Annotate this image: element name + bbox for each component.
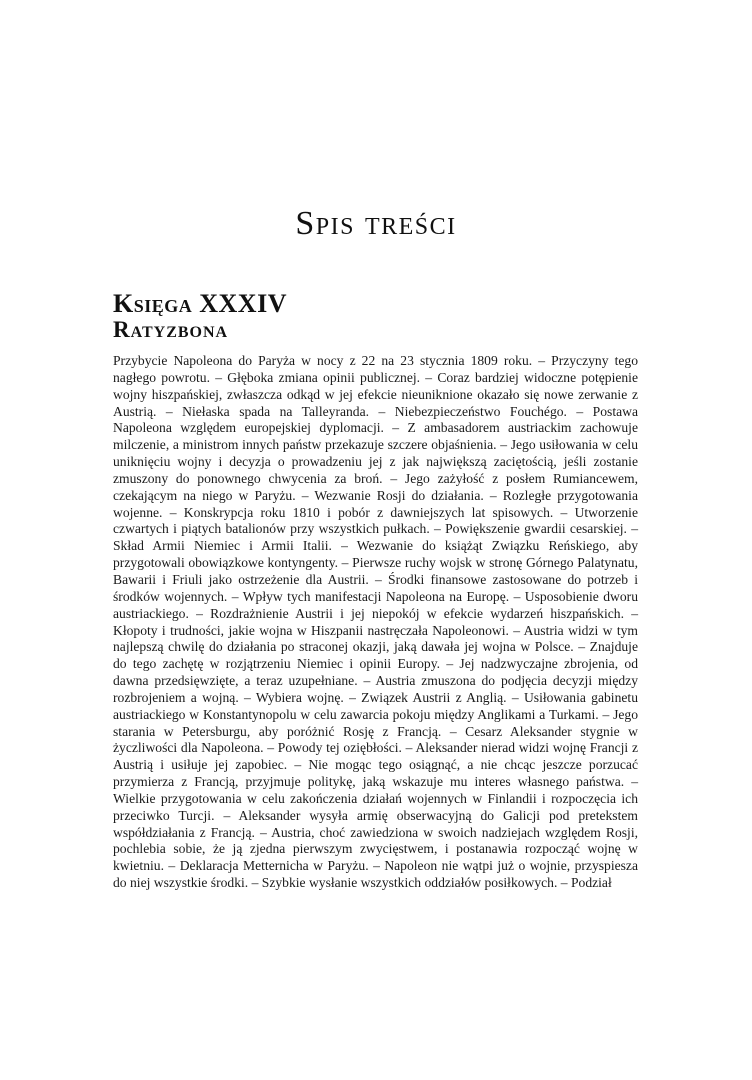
page-title: Spis treści: [295, 205, 457, 242]
book-heading: [113, 291, 633, 343]
book-name: Ratyzbona: [113, 317, 229, 342]
book-summary: Przybycie Napoleona do Paryża w nocy z 22 na 23 stycznia 1809 roku. – Przyczyny tego nagłego powrotu. – Głęboka zmiana opinii publicznej. – Coraz bardziej widoczne potępienie wojny hiszpańskiej, zwłaszcza odkąd w jej efekcie nieuniknione okazało się nowe zerwanie z Austrią. – Niełaska spada na Talleyranda. – Niebezpieczeństwo Fouchégo. – Postawa Napoleona względem europejskiej dyplomacji. – Z ambasadorem austriackim zachowuje milczenie, a ministrom innych państw przekazuje szczere objaśnienia. – Jego usiłowania w celu uniknięciu wojny i decyzja o prowadzeniu jej z jak największą zaciętością, jeśli zostanie zmuszony do ponownego chwycenia za broń. – Jego zażyłość z posłem Rumiancewem, czekającym na niego w Paryżu. – Wezwanie Rosji do działania. – Rozległe przygotowania wojenne. – Konskrypcja roku 1810 i pobór z dawniejszych lat spisowych. – Utworzenie czwartych i piątych batalionów przy wszystkich pułkach. – Powiększenie gwardii cesarskiej. – Skład Armii Niemiec i Armii Italii. – Wezwanie do książąt Związku Reńskiego, aby przygotowali obowiązkowe kontyngenty. – Pierwsze ruchy wojsk w stronę Górnego Palatynatu, Bawarii i Friuli jako ostrzeżenie dla Austrii. – Środki finansowe zastosowane do potrzeb i środków wojennych. – Wpływ tych manifestacji Napoleona na Europę. – Usposobienie dworu austriackiego. – Rozdrażnienie Austrii i jej niepokój w efekcie wydarzeń hiszpańskich. – Kłopoty i trudności, jakie wojna w Hiszpanii nastręczała Napoleonowi. – Austria widzi w tym najlepszą chwilę do działania po straconej okazji, jaką dawała jej wojna w Polsce. – Znajduje do tego zachętę w rozjątrzeniu Niemiec i opinii Europy. – Jej nadzwyczajne zbrojenia, od dawna przedsięwzięte, a teraz uzupełniane. – Austria zmuszona do podjęcia decyzji między rozbrojeniem a wojną. – Wybiera wojnę. – Związek Austrii z Anglią. – Usiłowania gabinetu austriackiego w Konstantynopolu w celu zawarcia pokoju między Anglikami a Turkami. – Jego starania w Petersburgu, aby poróżnić Rosję z Francją. – Cesarz Aleksander stygnie w życzliwości dla Napoleona. – Powody tej oziębłości. – Aleksander nierad widzi wojnę Francji z Austrią i usiłuje jej zapobiec. – Nie mogąc tego osiągnąć, a nie chcąc jeszcze porzucać przymierza z Francją, przyjmuje politykę, jaką wskazuje mu interes własnego państwa. – Wielkie przygotowania w celu zakończenia działań wojennych w Finlandii i rozpoczęcia ich przeciwko Turcji. – Aleksander wysyła armię obserwacyjną do Galicji pod pretekstem współdziałania z Francją. – Austria, choć zawiedziona w swoich nadziejach względem Rosji, pochlebia sobie, że ją zjedna pierwszym zwycięstwem, i postanawia rozpocząć wojnę w kwietniu. – Deklaracja Metternicha w Paryżu. – Napoleon nie wątpi już o wojnie, przyspiesza do niej wszystkie środki. – Szybkie wysłanie wszystkich oddziałów posiłkowych. – Podział: [113, 353, 638, 891]
book-number: Księga XXXIV: [113, 289, 287, 318]
